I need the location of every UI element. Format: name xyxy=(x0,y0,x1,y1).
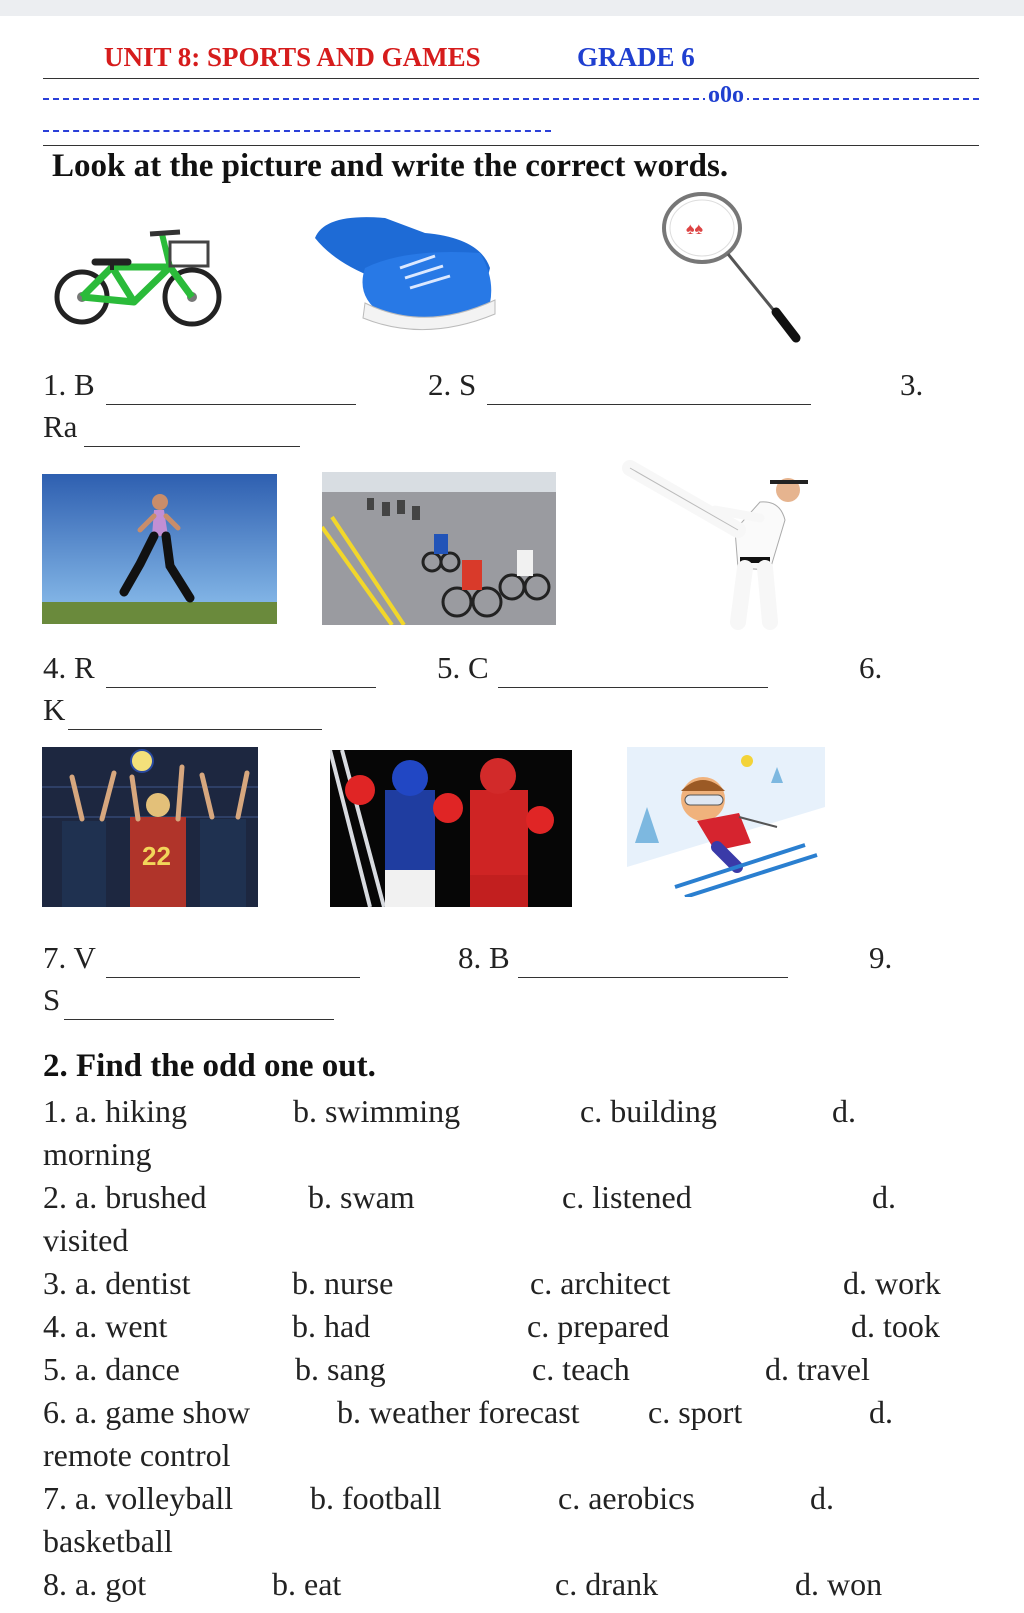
option-d-wrap: visited xyxy=(43,1222,129,1258)
option-a: 4. a. went xyxy=(43,1308,168,1344)
bicycle-image xyxy=(50,222,230,332)
answer-blank[interactable] xyxy=(106,687,376,688)
cartoon-skier-image xyxy=(627,747,825,897)
volleyball-players-image xyxy=(42,747,258,907)
option-b: b. sang xyxy=(295,1351,386,1387)
picture-item-continuation: S xyxy=(43,982,61,1017)
option-a: 8. a. got xyxy=(43,1566,147,1602)
answer-blank[interactable] xyxy=(498,687,768,688)
option-d: d. travel xyxy=(765,1351,870,1387)
option-c: c. building xyxy=(580,1093,717,1129)
dashed-divider xyxy=(43,98,979,100)
header-rule xyxy=(43,78,979,79)
option-a: 6. a. game show xyxy=(43,1394,251,1430)
section-title: 2. Find the odd one out. xyxy=(43,1048,376,1084)
svg-text:♠♠: ♠♠ xyxy=(686,221,703,238)
answer-blank[interactable] xyxy=(487,404,811,405)
option-d: d. won xyxy=(795,1566,883,1602)
sneakers-image xyxy=(305,208,505,338)
picture-item-label: 3. xyxy=(900,367,924,402)
option-a: 7. a. volleyball xyxy=(43,1480,234,1516)
picture-item-continuation: K xyxy=(43,692,66,727)
dashed-divider-short xyxy=(43,130,551,132)
picture-item-label: 6. xyxy=(859,650,883,685)
top-strip xyxy=(0,0,1024,16)
option-d-wrap: remote control xyxy=(43,1437,231,1473)
cycling-race-image xyxy=(322,472,556,625)
option-a: 3. a. dentist xyxy=(43,1265,191,1301)
ornament: o0o xyxy=(705,82,747,109)
grade-title: GRADE 6 xyxy=(577,42,695,72)
answer-blank[interactable] xyxy=(106,977,360,978)
answer-blank[interactable] xyxy=(518,977,788,978)
picture-item-label: 2. S xyxy=(428,367,477,402)
picture-item-label: 7. V xyxy=(43,940,96,975)
option-a: 1. a. hiking xyxy=(43,1093,187,1129)
option-d: d. xyxy=(810,1480,834,1516)
option-c: c. prepared xyxy=(527,1308,670,1344)
instruction: Look at the picture and write the correct words. xyxy=(52,148,729,184)
option-d: d. xyxy=(872,1179,896,1215)
answer-blank[interactable] xyxy=(64,1019,334,1020)
running-woman-image xyxy=(42,474,277,624)
option-a: 5. a. dance xyxy=(43,1351,180,1387)
picture-item-label: 1. B xyxy=(43,367,95,402)
option-b: b. weather forecast xyxy=(337,1394,580,1430)
instruction-rule xyxy=(43,145,979,146)
option-d: d. xyxy=(832,1093,856,1129)
badminton-racket-image xyxy=(660,190,810,345)
option-b: b. had xyxy=(292,1308,371,1344)
picture-item-continuation: Ra xyxy=(43,409,78,444)
option-c: c. aerobics xyxy=(558,1480,695,1516)
option-d-wrap: basketball xyxy=(43,1523,173,1559)
option-c: c. architect xyxy=(530,1265,671,1301)
picture-item-label: 4. R xyxy=(43,650,95,685)
option-b: b. swam xyxy=(308,1179,415,1215)
picture-item-label: 8. B xyxy=(458,940,510,975)
karate-kick-image xyxy=(620,460,810,630)
option-a: 2. a. brushed xyxy=(43,1179,207,1215)
option-c: c. teach xyxy=(532,1351,630,1387)
option-b: b. nurse xyxy=(292,1265,394,1301)
option-d: d. xyxy=(869,1394,893,1430)
answer-blank[interactable] xyxy=(68,729,322,730)
answer-blank[interactable] xyxy=(106,404,356,405)
option-d: d. took xyxy=(851,1308,940,1344)
option-d-wrap: morning xyxy=(43,1136,152,1172)
boxers-image xyxy=(330,750,572,907)
option-c: c. drank xyxy=(555,1566,659,1602)
option-c: c. listened xyxy=(562,1179,692,1215)
picture-item-label: 5. C xyxy=(437,650,489,685)
option-b: b. eat xyxy=(272,1566,342,1602)
answer-blank[interactable] xyxy=(84,446,300,447)
svg-text:22: 22 xyxy=(142,841,171,871)
option-d: d. work xyxy=(843,1265,941,1301)
picture-item-label: 9. xyxy=(869,940,893,975)
option-c: c. sport xyxy=(648,1394,743,1430)
unit-title: UNIT 8: SPORTS AND GAMES xyxy=(104,42,481,72)
option-b: b. swimming xyxy=(293,1093,461,1129)
option-b: b. football xyxy=(310,1480,442,1516)
